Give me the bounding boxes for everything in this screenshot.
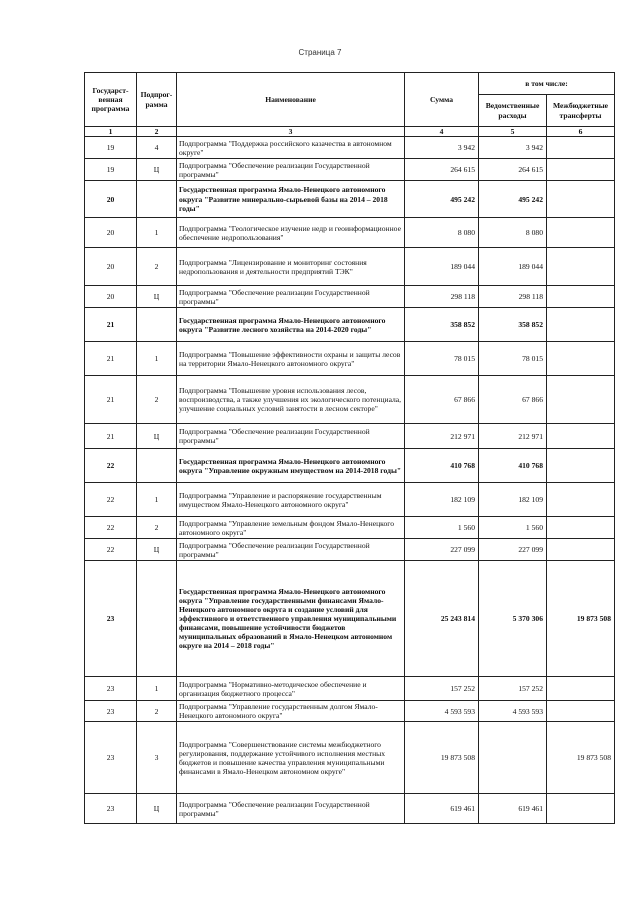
name-cell: Подпрограмма "Обеспечение реализации Государственной программы" bbox=[177, 424, 405, 449]
sum-cell: 212 971 bbox=[405, 424, 479, 449]
table-row bbox=[85, 424, 615, 449]
interbudget-cell: 19 873 508 bbox=[547, 561, 615, 677]
subprogram-cell: 1 bbox=[137, 677, 177, 701]
sum-cell: 619 461 bbox=[405, 794, 479, 824]
program-cell: 19 bbox=[85, 159, 137, 181]
sum-cell: 410 768 bbox=[405, 449, 479, 483]
table-row bbox=[85, 539, 615, 561]
col-number: 5 bbox=[479, 127, 547, 137]
subprogram-cell: 1 bbox=[137, 342, 177, 376]
departmental-cell: 189 044 bbox=[479, 248, 547, 286]
page-label: Страница 7 bbox=[298, 48, 342, 57]
subprogram-cell: 2 bbox=[137, 701, 177, 722]
interbudget-cell bbox=[547, 376, 615, 424]
subprogram-cell bbox=[137, 561, 177, 677]
departmental-cell: 182 109 bbox=[479, 483, 547, 517]
departmental-cell: 5 370 306 bbox=[479, 561, 547, 677]
subprogram-cell: 4 bbox=[137, 137, 177, 159]
header-name: Наименование bbox=[177, 73, 405, 127]
table-row bbox=[85, 483, 615, 517]
program-cell: 22 bbox=[85, 539, 137, 561]
subprogram-cell: Ц bbox=[137, 794, 177, 824]
table-row bbox=[85, 181, 615, 218]
subprogram-cell: 2 bbox=[137, 517, 177, 539]
table-row bbox=[85, 218, 615, 248]
program-cell: 21 bbox=[85, 342, 137, 376]
departmental-cell: 227 099 bbox=[479, 539, 547, 561]
col-number: 3 bbox=[177, 127, 405, 137]
sum-cell: 1 560 bbox=[405, 517, 479, 539]
interbudget-cell bbox=[547, 342, 615, 376]
departmental-cell: 67 866 bbox=[479, 376, 547, 424]
budget-table bbox=[84, 72, 615, 824]
subprogram-cell: Ц bbox=[137, 159, 177, 181]
program-cell: 23 bbox=[85, 701, 137, 722]
header-sum: Сумма bbox=[405, 73, 479, 127]
name-cell: Подпрограмма "Поддержка российского казачества в автономном округе" bbox=[177, 137, 405, 159]
program-cell: 20 bbox=[85, 286, 137, 308]
interbudget-cell bbox=[547, 794, 615, 824]
interbudget-cell bbox=[547, 248, 615, 286]
name-cell: Подпрограмма "Повышение уровня использования лесов, воспроизводства, а также улучшения их экологического потенциала, улучшение социальных условий занятости в лесном секторе" bbox=[177, 376, 405, 424]
col-number: 6 bbox=[547, 127, 615, 137]
interbudget-cell bbox=[547, 159, 615, 181]
table-row bbox=[85, 248, 615, 286]
program-cell: 21 bbox=[85, 424, 137, 449]
sum-cell: 182 109 bbox=[405, 483, 479, 517]
name-cell: Подпрограмма "Повышение эффективности охраны и защиты лесов на территории Ямало-Ненецкого автономного округа" bbox=[177, 342, 405, 376]
sum-cell: 227 099 bbox=[405, 539, 479, 561]
interbudget-cell bbox=[547, 424, 615, 449]
interbudget-cell bbox=[547, 517, 615, 539]
departmental-cell: 78 015 bbox=[479, 342, 547, 376]
subprogram-cell: 1 bbox=[137, 483, 177, 517]
interbudget-cell bbox=[547, 218, 615, 248]
subprogram-cell: Ц bbox=[137, 286, 177, 308]
subprogram-cell bbox=[137, 449, 177, 483]
sum-cell: 4 593 593 bbox=[405, 701, 479, 722]
header-subprogram: Подпрог-рамма bbox=[137, 73, 177, 127]
table-row bbox=[85, 286, 615, 308]
departmental-cell: 157 252 bbox=[479, 677, 547, 701]
departmental-cell: 8 080 bbox=[479, 218, 547, 248]
subprogram-cell: Ц bbox=[137, 424, 177, 449]
sum-cell: 189 044 bbox=[405, 248, 479, 286]
program-cell: 20 bbox=[85, 248, 137, 286]
departmental-cell: 495 242 bbox=[479, 181, 547, 218]
program-cell: 21 bbox=[85, 376, 137, 424]
name-cell: Государственная программа Ямало-Ненецкого автономного округа "Управление государственными финансами Ямало-Ненецкого автономного округа и создание условий для эффективного и ответственного управления муниципальными финансами, повышение устойчивости бюджетов муниципальных образований в Ямало-Ненецком автономном округе на 2014 – 2018 годы" bbox=[177, 561, 405, 677]
program-cell: 22 bbox=[85, 483, 137, 517]
subprogram-cell bbox=[137, 308, 177, 342]
program-cell: 20 bbox=[85, 181, 137, 218]
sum-cell: 25 243 814 bbox=[405, 561, 479, 677]
interbudget-cell bbox=[547, 677, 615, 701]
table-row bbox=[85, 722, 615, 794]
program-cell: 23 bbox=[85, 794, 137, 824]
header-including: в том числе: bbox=[479, 73, 615, 95]
table-row bbox=[85, 376, 615, 424]
sum-cell: 8 080 bbox=[405, 218, 479, 248]
col-number: 4 bbox=[405, 127, 479, 137]
header-departmental: Ведомственные расходы bbox=[479, 95, 547, 127]
program-cell: 19 bbox=[85, 137, 137, 159]
subprogram-cell: Ц bbox=[137, 539, 177, 561]
table-row bbox=[85, 794, 615, 824]
name-cell: Подпрограмма "Совершенствование системы межбюджетного регулирования, поддержание устойчивого исполнения местных бюджетов и повышение качества управления муниципальными финансами в Ямало-Ненецком автономном округе" bbox=[177, 722, 405, 794]
col-number: 1 bbox=[85, 127, 137, 137]
sum-cell: 78 015 bbox=[405, 342, 479, 376]
interbudget-cell bbox=[547, 286, 615, 308]
program-cell: 23 bbox=[85, 722, 137, 794]
table-row bbox=[85, 449, 615, 483]
header-program: Государст-венная программа bbox=[85, 73, 137, 127]
interbudget-cell bbox=[547, 539, 615, 561]
program-cell: 23 bbox=[85, 677, 137, 701]
program-cell: 21 bbox=[85, 308, 137, 342]
name-cell: Подпрограмма "Лицензирование и мониторинг состояния недропользования и деятельности предприятий ТЭК" bbox=[177, 248, 405, 286]
program-cell: 23 bbox=[85, 561, 137, 677]
name-cell: Подпрограмма "Управление и распоряжение государственным имуществом Ямало-Ненецкого автономного округа" bbox=[177, 483, 405, 517]
interbudget-cell bbox=[547, 181, 615, 218]
name-cell: Подпрограмма "Обеспечение реализации Государственной программы" bbox=[177, 794, 405, 824]
interbudget-cell bbox=[547, 449, 615, 483]
sum-cell: 358 852 bbox=[405, 308, 479, 342]
program-cell: 22 bbox=[85, 449, 137, 483]
name-cell: Государственная программа Ямало-Ненецкого автономного округа "Развитие лесного хозяйства на 2014-2020 годы" bbox=[177, 308, 405, 342]
sum-cell: 298 118 bbox=[405, 286, 479, 308]
interbudget-cell bbox=[547, 483, 615, 517]
departmental-cell: 358 852 bbox=[479, 308, 547, 342]
departmental-cell: 212 971 bbox=[479, 424, 547, 449]
interbudget-cell bbox=[547, 308, 615, 342]
name-cell: Государственная программа Ямало-Ненецкого автономного округа "Управление окружным имуществом на 2014-2018 годы" bbox=[177, 449, 405, 483]
sum-cell: 67 866 bbox=[405, 376, 479, 424]
departmental-cell: 264 615 bbox=[479, 159, 547, 181]
table-row bbox=[85, 701, 615, 722]
subprogram-cell bbox=[137, 181, 177, 218]
subprogram-cell: 2 bbox=[137, 248, 177, 286]
subprogram-cell: 1 bbox=[137, 218, 177, 248]
table-row bbox=[85, 137, 615, 159]
name-cell: Подпрограмма "Нормативно-методическое обеспечение и организация бюджетного процесса" bbox=[177, 677, 405, 701]
interbudget-cell bbox=[547, 137, 615, 159]
program-cell: 22 bbox=[85, 517, 137, 539]
name-cell: Подпрограмма "Обеспечение реализации Государственной программы" bbox=[177, 286, 405, 308]
table-row bbox=[85, 561, 615, 677]
interbudget-cell: 19 873 508 bbox=[547, 722, 615, 794]
table-row bbox=[85, 308, 615, 342]
departmental-cell: 298 118 bbox=[479, 286, 547, 308]
name-cell: Подпрограмма "Обеспечение реализации Государственной программы" bbox=[177, 539, 405, 561]
table-row bbox=[85, 517, 615, 539]
departmental-cell: 1 560 bbox=[479, 517, 547, 539]
name-cell: Подпрограмма "Обеспечение реализации Государственной программы" bbox=[177, 159, 405, 181]
sum-cell: 19 873 508 bbox=[405, 722, 479, 794]
header-interbudget: Межбюджетные трансферты bbox=[547, 95, 615, 127]
sum-cell: 157 252 bbox=[405, 677, 479, 701]
sum-cell: 3 942 bbox=[405, 137, 479, 159]
name-cell: Подпрограмма "Управление земельным фондом Ямало-Ненецкого автономного округа" bbox=[177, 517, 405, 539]
departmental-cell bbox=[479, 722, 547, 794]
departmental-cell: 3 942 bbox=[479, 137, 547, 159]
name-cell: Подпрограмма "Геологическое изучение недр и геоинформационное обеспечение недропользования" bbox=[177, 218, 405, 248]
col-number: 2 bbox=[137, 127, 177, 137]
departmental-cell: 4 593 593 bbox=[479, 701, 547, 722]
subprogram-cell: 2 bbox=[137, 376, 177, 424]
sum-cell: 495 242 bbox=[405, 181, 479, 218]
interbudget-cell bbox=[547, 701, 615, 722]
program-cell: 20 bbox=[85, 218, 137, 248]
subprogram-cell: 3 bbox=[137, 722, 177, 794]
sum-cell: 264 615 bbox=[405, 159, 479, 181]
table-row bbox=[85, 159, 615, 181]
departmental-cell: 410 768 bbox=[479, 449, 547, 483]
name-cell: Государственная программа Ямало-Ненецкого автономного округа "Развитие минерально-сырьевой базы на 2014 – 2018 годы" bbox=[177, 181, 405, 218]
table-row bbox=[85, 677, 615, 701]
table-row bbox=[85, 342, 615, 376]
name-cell: Подпрограмма "Управление государственным долгом Ямало-Ненецкого автономного округа" bbox=[177, 701, 405, 722]
departmental-cell: 619 461 bbox=[479, 794, 547, 824]
